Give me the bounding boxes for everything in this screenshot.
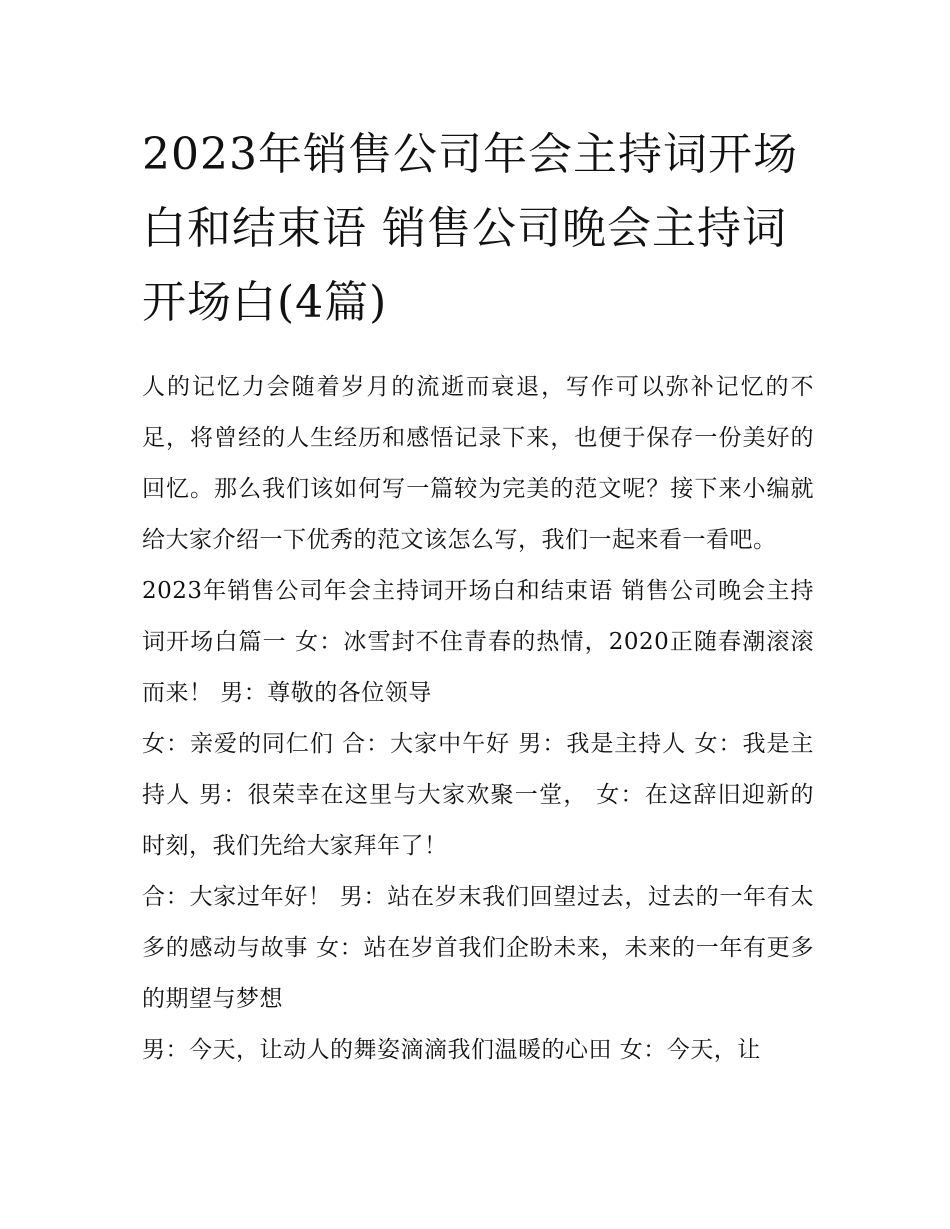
body-paragraph: 合：大家过年好！ 男：站在岁末我们回望过去，过去的一年有太多的感动与故事 女：站在岁首我们企盼未来，未来的一年有更多的期望与梦想: [142, 884, 814, 1012]
intro-paragraph: 人的记忆力会随着岁月的流逝而衰退，写作可以弥补记忆的不足，将曾经的人生经历和感悟记录下来，也便于保存一份美好的回忆。那么我们该如何写一篇较为完美的范文呢？接下来小编就给大家介绍一下优秀的范文该怎么写，我们一起来看一看吧。: [142, 374, 814, 553]
body-paragraph: 2023年销售公司年会主持词开场白和结束语 销售公司晚会主持词开场白篇一 女：冰雪封不住青春的热情，2020正随春潮滚滚而来！ 男：尊敬的各位领导: [142, 578, 814, 706]
body-paragraph: 男：今天，让动人的舞姿滴滴我们温暖的心田 女：今天，让: [142, 1037, 761, 1063]
document-title: 2023年销售公司年会主持词开场白和结束语 销售公司晚会主持词开场白(4篇): [142, 129, 798, 328]
body-paragraph: 女：亲爱的同仁们 合：大家中午好 男：我是主持人 女：我是主持人 男：很荣幸在这里与大家欢聚一堂， 女：在这辞旧迎新的时刻，我们先给大家拜年了！: [142, 731, 814, 859]
document-page: [142, 118, 814, 1076]
